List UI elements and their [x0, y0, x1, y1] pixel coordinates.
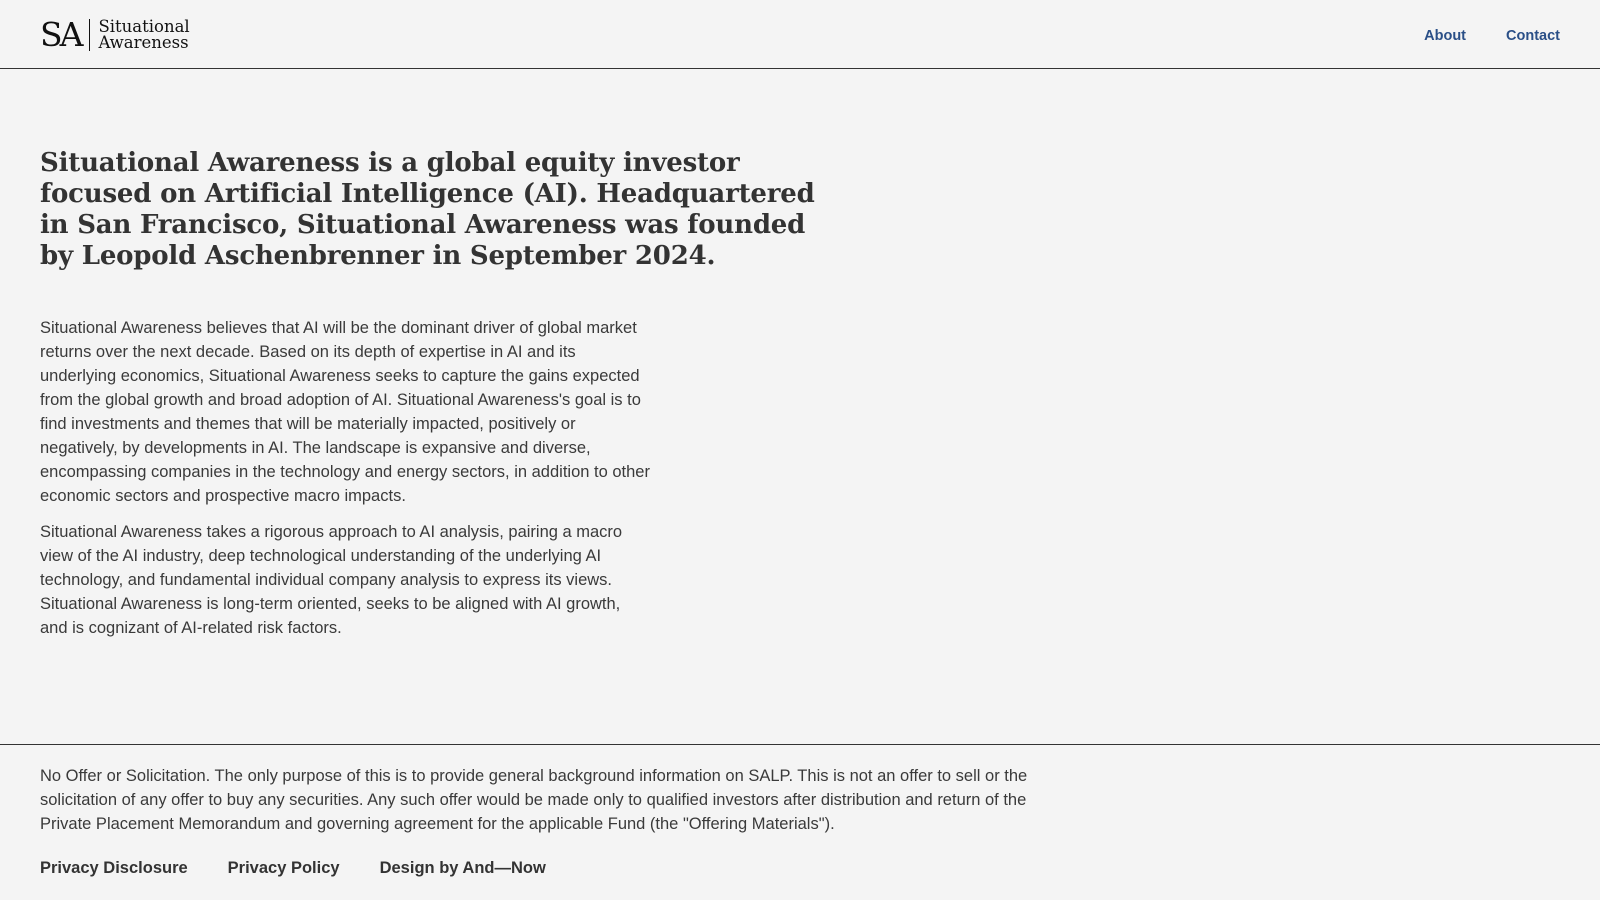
nav-link-about[interactable]: About — [1424, 28, 1467, 44]
body-paragraph-1: Situational Awareness believes that AI will be the dominant driver of global market returns over the next decade. Based on its depth of expertise in AI and its underlying economics, Situational Awareness seeks to capture the gains expected from the global growth and broad adoption of AI. Situational Awareness's goal is to find investments and themes that will be materially impacted, positively or negatively, by developments in AI. The landscape is expansive and diverse, encompassing companies in the technology and energy sectors, in addition to other economic sectors and prospective macro impacts. — [40, 319, 650, 505]
site-logo[interactable] — [40, 17, 190, 53]
logo-divider — [89, 19, 90, 51]
nav-link-contact[interactable]: Contact — [1506, 28, 1560, 44]
logo-mark: SA — [40, 15, 81, 54]
logo-wordmark-line2: Awareness — [98, 33, 189, 52]
footer-divider — [0, 744, 1600, 745]
footer-link-design-credit[interactable]: Design by And—Now — [379, 859, 546, 877]
footer-link-privacy-policy[interactable]: Privacy Policy — [227, 859, 340, 877]
logo-wordmark-line1: Situational — [98, 17, 190, 36]
main-nav — [1424, 27, 1560, 45]
intro-body — [40, 316, 650, 652]
body-paragraph-2: Situational Awareness takes a rigorous approach to AI analysis, pairing a macro view of the AI industry, deep technological understanding of the underlying AI technology, and fundamental individual company analysis to express its views. Situational Awareness is long-term oriented, seeks to be aligned with AI growth, and is cognizant of AI-related risk factors. — [40, 523, 623, 637]
page-headline: Situational Awareness is a global equity investor focused on Artificial Intelligence (AI). Headquartered in San Francisco, Situational Awareness was founded by Leopold Aschenbrenner in September 2024. — [40, 148, 815, 271]
logo-wordmark — [98, 19, 189, 51]
footer-nav — [40, 858, 546, 878]
site-header — [0, 0, 1600, 69]
footer-link-privacy-disclosure[interactable]: Privacy Disclosure — [40, 859, 188, 877]
legal-disclaimer: No Offer or Solicitation. The only purpose of this is to provide general background information on SALP. This is not an offer to sell or the solicitation of any offer to buy any securities. Any such offer would be made only to qualified investors after distribution and return of the Private Placement Memorandum and governing agreement for the applicable Fund (the "Offering Materials"). — [40, 767, 1028, 833]
